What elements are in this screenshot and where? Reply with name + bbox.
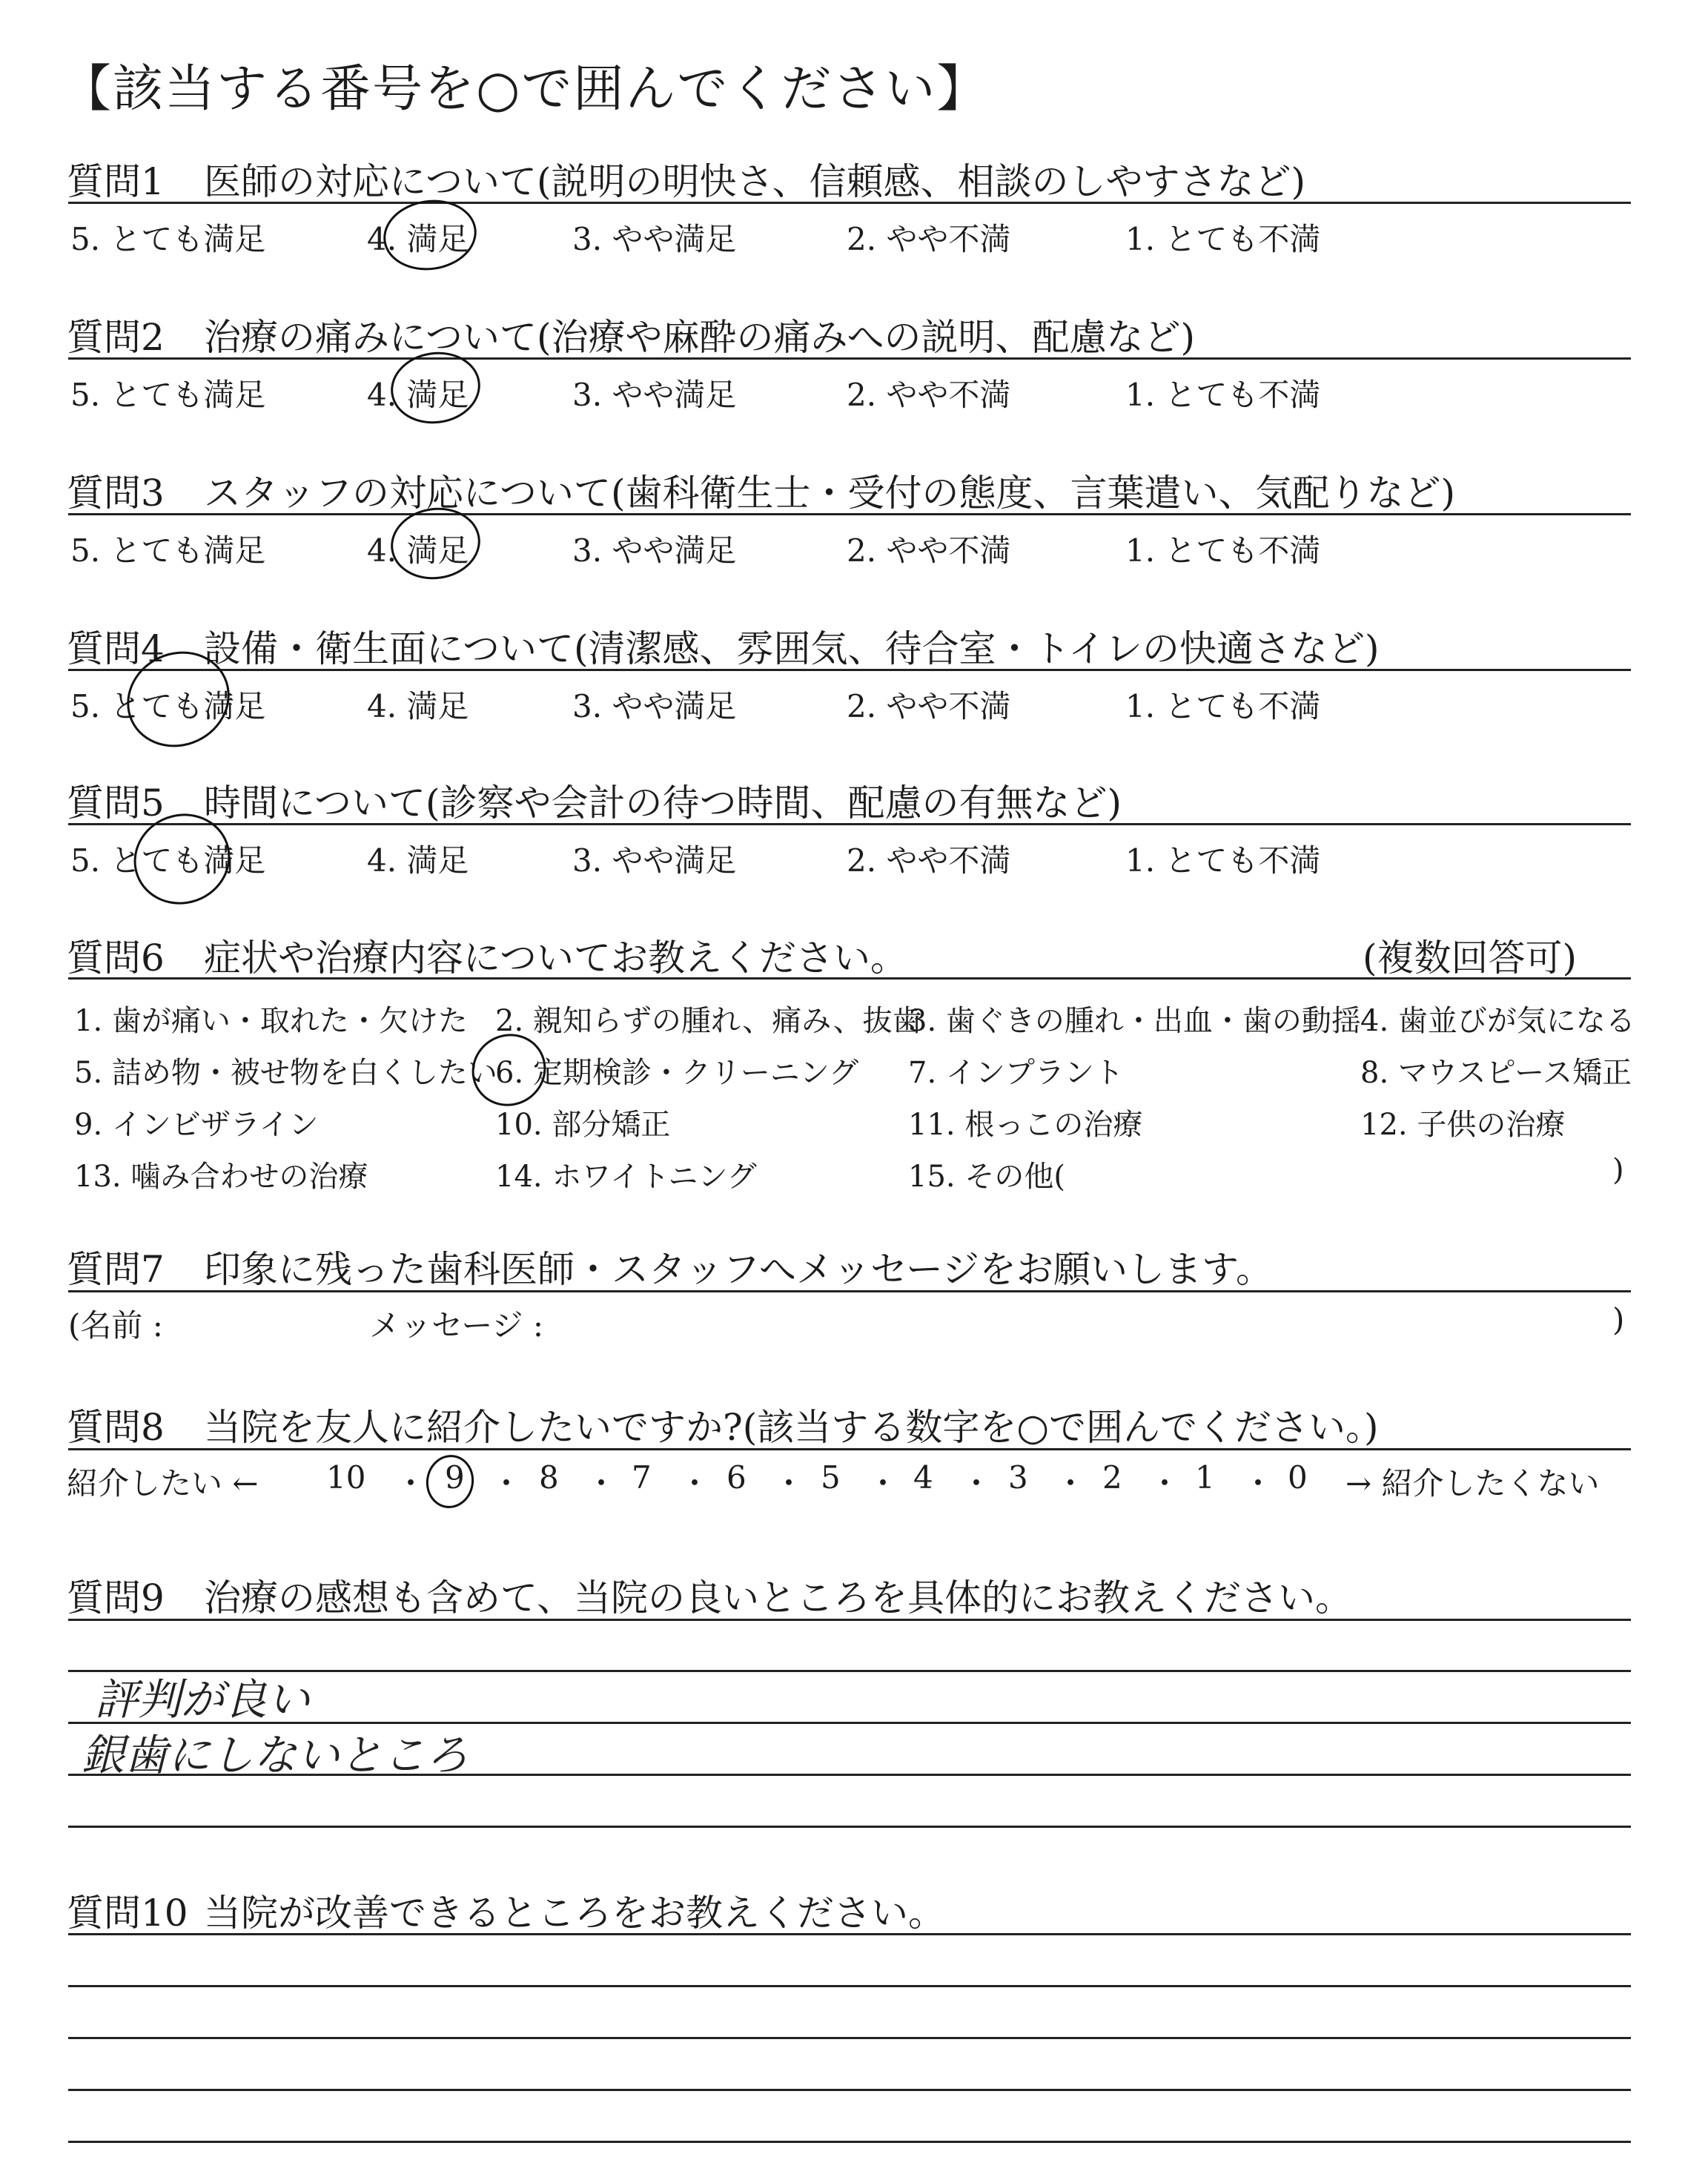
q6-item-5[interactable]: 5. 詰め物・被せ物を白くしたい <box>74 1056 497 1090</box>
q6-item-8[interactable]: 8. マウスピース矯正 <box>1360 1056 1632 1090</box>
question-number: 質問4 <box>67 627 165 670</box>
question-text: 治療の痛みについて(治療や麻酔の痛みへの説明、配慮など) <box>204 316 1196 359</box>
scale-value-6[interactable]: 6 <box>726 1459 747 1496</box>
message-close-paren: ) <box>1612 1301 1625 1338</box>
question-7 <box>67 1240 1273 1293</box>
scale-separator: ・ <box>1055 1465 1087 1502</box>
name-label: (名前 : <box>68 1307 163 1344</box>
divider <box>68 823 1631 825</box>
divider <box>68 357 1631 360</box>
recommend-left-label: 紹介したい ← <box>67 1465 259 1502</box>
scale-value-5[interactable]: 5 <box>821 1459 841 1496</box>
recommend-right-label: → 紹介したくない <box>1345 1465 1600 1502</box>
q6-item-4[interactable]: 4. 歯並びが気になる <box>1360 1004 1635 1038</box>
q1-option-2[interactable]: 2. やや不満 <box>847 221 1011 257</box>
q6-item-7[interactable]: 7. インプラント <box>908 1056 1124 1090</box>
question-number: 質問7 <box>67 1248 165 1291</box>
q1-option-5[interactable]: 5. とても満足 <box>70 221 266 257</box>
q6-item-6[interactable]: 6. 定期検診・クリーニング <box>495 1056 859 1090</box>
handwritten-answer-line-1: 評判が良い <box>95 1674 311 1725</box>
question-text: 当院が改善できるところをお教えください。 <box>204 1892 945 1935</box>
divider <box>68 513 1631 515</box>
q6-item-2[interactable]: 2. 親知らずの腫れ、痛み、抜歯 <box>495 1004 922 1038</box>
answer-line <box>68 1826 1631 1828</box>
question-10 <box>67 1883 945 1937</box>
q3-option-3[interactable]: 3. やや満足 <box>572 532 737 569</box>
q1-option-4[interactable]: 4. 満足 <box>367 221 469 257</box>
q2-option-5[interactable]: 5. とても満足 <box>70 377 266 413</box>
question-text: 当院を友人に紹介したいですか?(該当する数字を○で囲んでください。) <box>204 1406 1379 1449</box>
question-text: 設備・衛生面について(清潔感、雰囲気、待合室・トイレの快適さなど) <box>204 627 1380 670</box>
scale-separator: ・ <box>1242 1465 1274 1502</box>
q4-option-5[interactable]: 5. とても満足 <box>70 688 266 724</box>
q4-option-3[interactable]: 3. やや満足 <box>572 688 737 724</box>
q3-option-5[interactable]: 5. とても満足 <box>70 532 266 569</box>
scale-separator: ・ <box>773 1465 805 1502</box>
scale-separator: ・ <box>586 1465 618 1502</box>
question-3 <box>67 463 1455 517</box>
q3-option-4[interactable]: 4. 満足 <box>367 532 469 569</box>
scale-value-2[interactable]: 2 <box>1102 1459 1122 1496</box>
question-number: 質問6 <box>67 937 165 980</box>
other-close-paren: ) <box>1612 1153 1624 1187</box>
q2-option-2[interactable]: 2. やや不満 <box>847 377 1011 413</box>
answer-line <box>68 1985 1631 1987</box>
scale-value-4[interactable]: 4 <box>913 1459 933 1496</box>
divider <box>68 202 1631 204</box>
q1-option-1[interactable]: 1. とても不満 <box>1125 221 1321 257</box>
divider <box>68 669 1631 671</box>
q6-item-14[interactable]: 14. ホワイトニング <box>495 1160 757 1194</box>
q6-item-12[interactable]: 12. 子供の治療 <box>1360 1108 1566 1142</box>
q3-option-1[interactable]: 1. とても不満 <box>1125 532 1321 569</box>
question-number: 質問1 <box>67 160 165 203</box>
question-number: 質問5 <box>67 782 165 825</box>
q6-item-1[interactable]: 1. 歯が痛い・取れた・欠けた <box>74 1004 468 1038</box>
q6-item-9[interactable]: 9. インビザライン <box>74 1108 319 1142</box>
q6-item-15[interactable]: 15. その他( <box>908 1160 1065 1194</box>
answer-line <box>68 1933 1631 1935</box>
answer-line <box>68 2089 1631 2091</box>
scale-value-9[interactable]: 9 <box>445 1459 465 1496</box>
scale-separator: ・ <box>395 1465 427 1502</box>
question-6 <box>67 928 907 982</box>
question-text: 時間について(診察や会計の待つ時間、配慮の有無など) <box>204 782 1122 825</box>
q6-item-13[interactable]: 13. 噛み合わせの治療 <box>74 1160 368 1194</box>
scale-value-8[interactable]: 8 <box>539 1459 559 1496</box>
scale-separator: ・ <box>1149 1465 1181 1502</box>
question-5 <box>67 773 1122 827</box>
scale-separator: ・ <box>961 1465 993 1502</box>
question-4 <box>67 619 1380 673</box>
multiple-answers-note: (複数回答可) <box>1363 937 1578 980</box>
q2-option-1[interactable]: 1. とても不満 <box>1125 377 1321 413</box>
question-number: 質問10 <box>67 1892 188 1935</box>
scale-value-7[interactable]: 7 <box>632 1459 652 1496</box>
q2-option-3[interactable]: 3. やや満足 <box>572 377 737 413</box>
scale-separator: ・ <box>679 1465 711 1502</box>
q4-option-1[interactable]: 1. とても不満 <box>1125 688 1321 724</box>
message-field[interactable] <box>586 1305 1601 1342</box>
question-text: 医師の対応について(説明の明快さ、信頼感、相談のしやすさなど) <box>204 160 1306 203</box>
q6-item-10[interactable]: 10. 部分矯正 <box>495 1108 671 1142</box>
question-number: 質問8 <box>67 1406 165 1449</box>
scale-value-0[interactable]: 0 <box>1288 1459 1308 1496</box>
handwritten-answer-line-2: 銀歯にしないところ <box>82 1730 469 1780</box>
question-8 <box>67 1398 1378 1451</box>
scale-value-3[interactable]: 3 <box>1008 1459 1028 1496</box>
question-number: 質問3 <box>67 472 165 515</box>
question-1 <box>67 152 1305 205</box>
question-text: 印象に残った歯科医師・スタッフへメッセージをお願いします。 <box>204 1248 1273 1291</box>
q5-option-3[interactable]: 3. やや満足 <box>572 842 737 879</box>
scale-value-1[interactable]: 1 <box>1195 1459 1215 1496</box>
q2-option-4[interactable]: 4. 満足 <box>367 377 469 413</box>
question-text: スタッフの対応について(歯科衛生士・受付の態度、言葉遣い、気配りなど) <box>204 472 1456 515</box>
answer-line <box>68 2037 1631 2039</box>
question-number: 質問9 <box>67 1576 165 1619</box>
q5-option-1[interactable]: 1. とても不満 <box>1125 842 1321 879</box>
divider <box>68 977 1631 980</box>
scale-separator: ・ <box>491 1465 523 1502</box>
question-text: 症状や治療内容についてお教えください。 <box>204 937 907 980</box>
q1-option-3[interactable]: 3. やや満足 <box>572 221 737 257</box>
answer-line <box>68 2141 1631 2143</box>
q5-option-2[interactable]: 2. やや不満 <box>847 842 1011 879</box>
question-number: 質問2 <box>67 316 165 359</box>
divider <box>68 1290 1631 1292</box>
question-2 <box>67 308 1195 361</box>
answer-line <box>68 1619 1631 1621</box>
question-text: 治療の感想も含めて、当院の良いところを具体的にお教えください。 <box>204 1576 1352 1619</box>
q3-option-2[interactable]: 2. やや不満 <box>847 532 1011 569</box>
q4-option-2[interactable]: 2. やや不満 <box>847 688 1011 724</box>
q6-item-11[interactable]: 11. 根っこの治療 <box>908 1108 1143 1142</box>
scale-separator: ・ <box>867 1465 899 1502</box>
q5-option-5[interactable]: 5. とても満足 <box>70 842 266 879</box>
form-header: 【該当する番号を○で囲んでください】 <box>61 60 989 119</box>
scale-value-10[interactable]: 10 <box>326 1459 366 1496</box>
q5-option-4[interactable]: 4. 満足 <box>367 842 469 879</box>
question-9 <box>67 1568 1352 1622</box>
message-label: メッセージ : <box>369 1307 543 1344</box>
divider <box>68 1448 1631 1450</box>
q4-option-4[interactable]: 4. 満足 <box>367 688 469 724</box>
q6-item-3[interactable]: 3. 歯ぐきの腫れ・出血・歯の動揺 <box>908 1004 1361 1038</box>
